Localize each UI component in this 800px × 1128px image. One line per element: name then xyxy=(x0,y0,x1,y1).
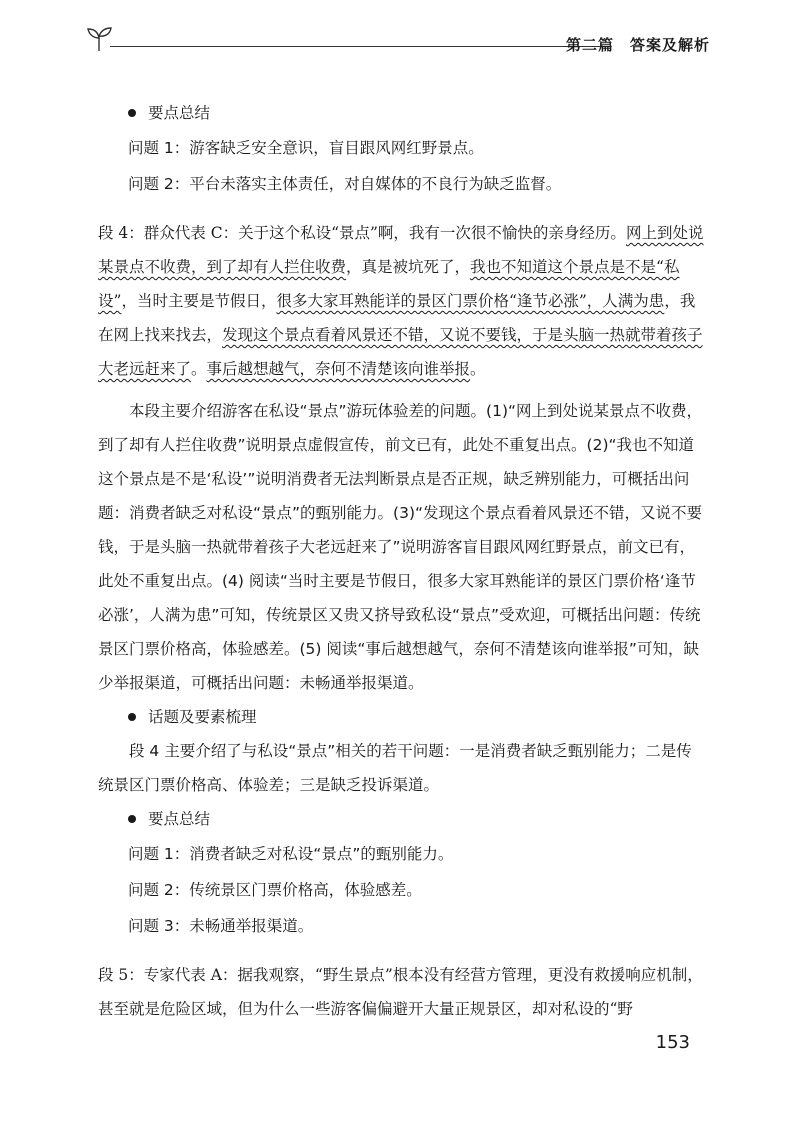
page-header xyxy=(84,24,710,60)
underlined-quote: 事后越想越气，奈何不清楚该向谁举报 xyxy=(206,360,471,378)
para-segment: 段 4：群众代表 C：关于这个私设“景点”啊，我有一次很不愉快的亲身经历。 xyxy=(98,224,626,242)
topic-heading-text: 话题及要素梳理 xyxy=(148,708,257,726)
analysis-paragraph: 本段主要介绍游客在私设“景点”游玩体验差的问题。(1)“网上到处说某景点不收费，到了却有人拦住收费”说明景点虚假宣传，前文已有，此处不重复出点。(2)“我也不知道这个景点是不是‘私设’”说明消费者无法判断景点是否正规，缺乏辨别能力，可概括出问题：消费者缺乏对私设“景点”的甄别能力。(3)“发现这个景点看着风景还不错，又说不要钱，于是头脑一热就带着孩子大老远赶来了”说明游客盲目跟风网红野景点，前文已有，此处不重复出点。(4) 阅读“当时主要是节假日，很多大家耳熟能详的景区门票价格‘逢节必涨’，人满为患”可知，传统景区又贵又挤导致私设“景点”受欢迎，可概括出问题：传统景区门票价格高，体验感差。(5) 阅读“事后越想越气，奈何不清楚该向谁举报”可知，缺少举报渠道，可概括出问题：未畅通举报渠道。 xyxy=(98,402,703,692)
para-segment: ，真是被坑死了， xyxy=(346,258,471,276)
summary-item: 问题 2：平台未落实主体责任，对自媒体的不良行为缺乏监督。 xyxy=(128,175,562,193)
bullet-icon xyxy=(128,815,136,823)
summary-item: 问题 1：游客缺乏安全意识，盲目跟风网红野景点。 xyxy=(128,139,484,157)
summary-heading-1 xyxy=(98,96,704,130)
topic-heading xyxy=(98,700,704,734)
para-segment: ，我在网上找来找去， xyxy=(98,292,696,344)
bullet-icon xyxy=(128,109,136,117)
summary-heading-2 xyxy=(98,802,704,836)
summary-item: 问题 2：传统景区门票价格高，体验感差。 xyxy=(128,881,422,899)
topic-paragraph: 段 4 主要介绍了与私设“景点”相关的若干问题：一是消费者缺乏甄别能力；二是传统景区门票价格高、体验差；三是缺乏投诉渠道。 xyxy=(98,742,692,794)
bullet-icon xyxy=(128,713,136,721)
section-title: 第二篇 答案及解析 xyxy=(565,36,710,54)
sprout-icon xyxy=(84,24,114,54)
summary-heading-text: 要点总结 xyxy=(148,104,211,122)
page-content xyxy=(98,96,704,1026)
para-segment: 。 xyxy=(191,360,207,378)
summary-item: 问题 3：未畅通举报渠道。 xyxy=(128,917,314,935)
para-segment: ，当时主要是节假日， xyxy=(121,292,277,310)
underlined-quote: 发现这个景点看着风景还不错，又说不要钱，于是头脑一热就带着孩子大老远赶来了 xyxy=(98,326,703,378)
underlined-quote: 网上到处说某景点不收费，到了却有人拦住收费 xyxy=(98,224,704,276)
para-segment: 。 xyxy=(470,360,486,378)
header-rule xyxy=(110,46,610,47)
page-number: 153 xyxy=(655,1032,690,1053)
summary-item: 问题 1：消费者缺乏对私设“景点”的甄别能力。 xyxy=(128,845,454,863)
paragraph-5: 段 5：专家代表 A：据我观察，“野生景点”根本没有经营方管理，更没有救援响应机制，甚至就是危险区域，但为什么一些游客偏偏避开大量正规景区，却对私设的“野 xyxy=(98,966,703,1018)
summary-heading-text: 要点总结 xyxy=(148,810,211,828)
underlined-quote: 我也不知道这个景点是不是“私设” xyxy=(98,258,680,310)
paragraph-4 xyxy=(98,216,704,386)
underlined-quote: 很多大家耳熟能详的景区门票价格“逢节必涨”，人满为患 xyxy=(276,292,665,310)
